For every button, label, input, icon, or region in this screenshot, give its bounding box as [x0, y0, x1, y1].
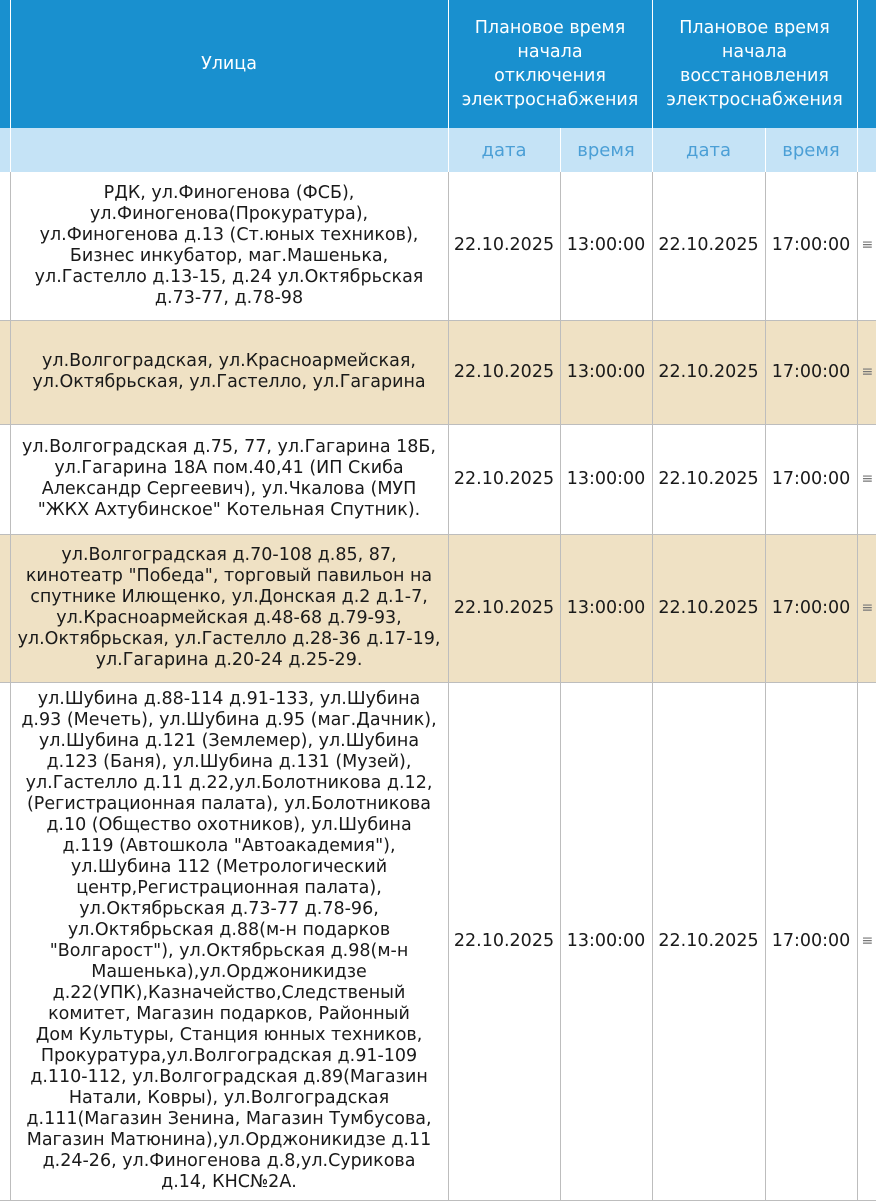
row-tail-glyph: ≡	[857, 172, 876, 320]
start-date-cell: 22.10.2025	[448, 682, 560, 1200]
header-tail-cell	[857, 0, 876, 128]
street-line: ул.Шубина 112 (Метрологический	[70, 857, 388, 877]
street-cell	[10, 172, 448, 320]
end-label-line: начала	[721, 42, 788, 62]
street-line: комитет, Магазин подарков, Районный	[48, 1004, 410, 1024]
row-lead-cell	[0, 172, 10, 320]
start-time-cell: 13:00:00	[560, 424, 652, 534]
start-time-subheader: время	[560, 128, 652, 172]
end-time-cell: 17:00:00	[765, 534, 857, 682]
start-date-cell: 22.10.2025	[448, 172, 560, 320]
street-line: Прокуратура,ул.Волгоградская д.91-109	[40, 1046, 418, 1066]
street-line: ул.Гагарина 18А пом.40,41 (ИП Скиба	[54, 458, 404, 478]
row-tail-glyph: ≡	[857, 424, 876, 534]
street-line: д.24-26, ул.Финогенова д.8,ул.Сурикова	[42, 1151, 416, 1171]
start-time-cell: 13:00:00	[560, 682, 652, 1200]
street-line: ул.Шубина д.88-114 д.91-133, ул.Шубина	[37, 689, 421, 709]
subheader-lead-cell	[0, 128, 10, 172]
table-row	[0, 682, 876, 1200]
street-line: ул.Волгоградская д.70-108 д.85, 87,	[61, 545, 397, 565]
start-date-cell: 22.10.2025	[448, 320, 560, 424]
row-tail-glyph: ≡	[857, 534, 876, 682]
start-time-cell: 13:00:00	[560, 172, 652, 320]
street-line: д.119 (Автошкола "Автоакадемия"),	[62, 836, 396, 856]
street-line: Натали, Ковры), ул.Волгоградская	[68, 1088, 390, 1108]
street-line: д.10 (Общество охотников), ул.Шубина	[46, 815, 412, 835]
start-time-column-header	[448, 0, 652, 128]
street-line: д.110-112, ул.Волгоградская д.89(Магазин	[30, 1067, 428, 1087]
start-label-line: отключения	[494, 66, 606, 86]
start-label-line: электроснабжения	[461, 90, 639, 110]
street-cell	[10, 424, 448, 534]
street-line: д.22(УПК),Казначейство,Следственый	[52, 983, 406, 1003]
row-tail-glyph: ≡	[857, 682, 876, 1200]
end-date-subheader: дата	[652, 128, 765, 172]
end-time-cell: 17:00:00	[765, 424, 857, 534]
table-header-row	[0, 0, 876, 128]
street-line: Магазин Матюнина),ул.Орджоникидзе д.11	[26, 1130, 432, 1150]
end-label-line: восстановления	[680, 66, 829, 86]
start-date-subheader: дата	[448, 128, 560, 172]
street-line: ул.Гастелло д.13-15, д.24 ул.Октябрьская	[34, 266, 424, 287]
end-date-cell: 22.10.2025	[652, 424, 765, 534]
table-row	[0, 172, 876, 320]
start-time-cell: 13:00:00	[560, 534, 652, 682]
street-line: ул.Октябрьская, ул.Гастелло д.28-36 д.17-19,	[17, 629, 441, 649]
end-time-subheader: время	[765, 128, 857, 172]
street-line: Александр Сергеевич), ул.Чкалова (МУП	[41, 479, 417, 499]
row-tail-glyph: ≡	[857, 320, 876, 424]
street-line: ул.Гагарина д.20-24 д.25-29.	[95, 650, 363, 670]
start-label-line: начала	[517, 42, 583, 62]
street-cell	[10, 682, 448, 1200]
street-line: спутнике Илющенко, ул.Донская д.2 д.1-7,	[30, 587, 428, 607]
end-date-cell: 22.10.2025	[652, 682, 765, 1200]
end-label-line: Плановое время	[679, 18, 830, 38]
table-subheader-row	[0, 128, 876, 172]
street-line: ул.Гастелло д.11 д.22,ул.Болотникова д.12,	[25, 773, 433, 793]
table-row	[0, 534, 876, 682]
start-time-cell: 13:00:00	[560, 320, 652, 424]
street-line: (Регистрационная палата), ул.Болотникова	[26, 794, 432, 814]
end-label-line: электроснабжения	[666, 90, 843, 110]
street-line: РДК, ул.Финогенова (ФСБ),	[103, 182, 355, 203]
start-label-line: Плановое время	[474, 18, 626, 38]
street-line: ул.Красноармейская д.48-68 д.79-93,	[56, 608, 402, 628]
street-line: ул.Шубина д.121 (Землемер), ул.Шубина	[38, 731, 420, 751]
street-line: ул.Волгоградская, ул.Красноармейская,	[42, 351, 416, 371]
street-line: д.93 (Мечеть), ул.Шубина д.95 (маг.Дачник),	[21, 710, 437, 730]
subheader-street-cell	[10, 128, 448, 172]
street-line: ул.Волгоградская д.75, 77, ул.Гагарина 18Б,	[22, 437, 436, 457]
street-line: ул.Октябрьская д.73-77 д.78-96,	[79, 899, 379, 919]
end-time-cell: 17:00:00	[765, 682, 857, 1200]
street-cell	[10, 320, 448, 424]
end-time-cell: 17:00:00	[765, 172, 857, 320]
street-line: центр,Регистрационная палата),	[76, 878, 382, 898]
end-date-cell: 22.10.2025	[652, 172, 765, 320]
street-line: д.111(Магазин Зенина, Магазин Тумбусова,	[26, 1109, 432, 1129]
street-cell	[10, 534, 448, 682]
end-date-cell: 22.10.2025	[652, 320, 765, 424]
table-row	[0, 320, 876, 424]
end-time-column-header	[652, 0, 857, 128]
end-date-cell: 22.10.2025	[652, 534, 765, 682]
street-line: Дом Культуры, Станция юнных техников,	[35, 1025, 423, 1045]
street-line: д.123 (Баня), ул.Шубина д.131 (Музей),	[46, 752, 412, 772]
street-line: ул.Октябрьская д.88(м-н подарков	[67, 920, 391, 940]
street-line: Машенька),ул.Орджоникидзе	[91, 962, 367, 982]
street-line: д.14, КНС№2А.	[161, 1172, 297, 1192]
street-line: "Волгарост"), ул.Октябрьская д.98(м-н	[49, 941, 409, 961]
street-line: ул.Финогенова д.13 (Ст.юных техников),	[39, 224, 419, 245]
table-body	[0, 172, 876, 1200]
street-line: ул.Октябрьская, ул.Гастелло, ул.Гагарина	[32, 372, 426, 392]
row-lead-cell	[0, 424, 10, 534]
start-date-cell: 22.10.2025	[448, 424, 560, 534]
subheader-tail-cell	[857, 128, 876, 172]
start-date-cell: 22.10.2025	[448, 534, 560, 682]
street-line: ул.Финогенова(Прокуратура),	[89, 203, 369, 224]
header-lead-cell	[0, 0, 10, 128]
street-line: д.73-77, д.78-98	[154, 287, 304, 308]
end-time-cell: 17:00:00	[765, 320, 857, 424]
row-lead-cell	[0, 534, 10, 682]
row-lead-cell	[0, 682, 10, 1200]
table-row	[0, 424, 876, 534]
street-line: Бизнес инкубатор, маг.Машенька,	[69, 245, 389, 266]
street-column-header: Улица	[10, 0, 448, 128]
street-line: "ЖКХ Ахтубинское" Котельная Спутник).	[37, 500, 421, 520]
street-line: кинотеатр "Победа", торговый павильон на	[25, 566, 433, 586]
row-lead-cell	[0, 320, 10, 424]
